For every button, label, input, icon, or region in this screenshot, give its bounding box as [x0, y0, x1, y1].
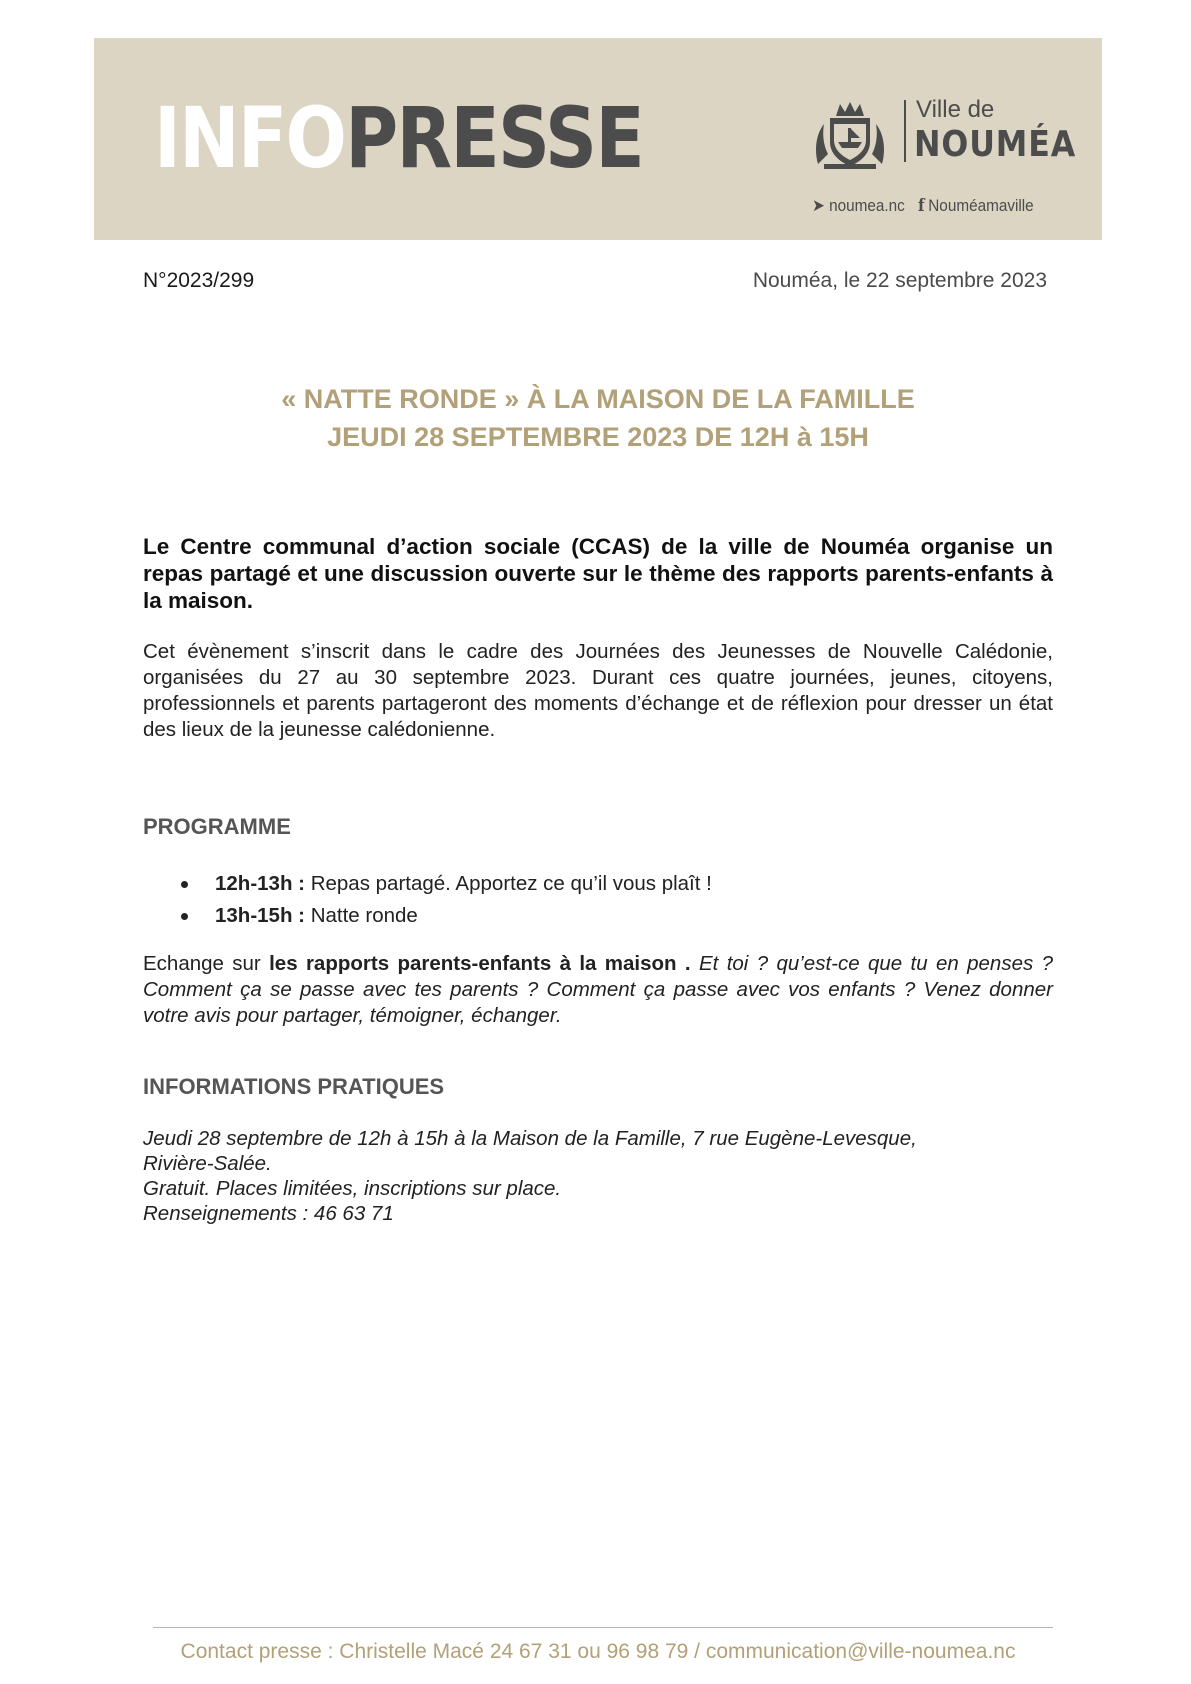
- logo-city-name: NOUMÉA: [914, 124, 1077, 165]
- bullet-icon: [181, 913, 188, 920]
- list-item: [143, 868, 1053, 900]
- practical-info: [143, 1126, 1053, 1226]
- facebook-link[interactable]: Nouméamaville: [928, 196, 1034, 215]
- send-arrow-icon: ➤: [812, 196, 825, 215]
- programme-heading: PROGRAMME: [143, 814, 291, 839]
- practical-line: Renseignements : 46 63 71: [143, 1202, 394, 1225]
- programme-text: Repas partagé. Apportez ce qu’il vous plaît !: [305, 872, 712, 895]
- headline-line-1: « NATTE RONDE » À LA MAISON DE LA FAMILLE: [281, 384, 915, 414]
- lead-paragraph: Le Centre communal d’action sociale (CCAS) de la ville de Nouméa organise un repas partagé et une discussion ouverte sur le thème des rapports parents-enfants à la maison.: [143, 534, 1053, 613]
- practical-line: Jeudi 28 septembre de 12h à 15h à la Maison de la Famille, 7 rue Eugène-Levesque,: [143, 1127, 917, 1150]
- city-crest-icon: [812, 98, 888, 170]
- logo-ville-de: Ville de: [916, 96, 995, 123]
- title-info: INFO: [154, 89, 346, 187]
- bullet-icon: [181, 881, 188, 888]
- press-contact: Contact presse : Christelle Macé 24 67 31 ou 96 98 79 / communication@ville-noumea.nc: [180, 1640, 1016, 1663]
- headline-line-2: JEUDI 28 SEPTEMBRE 2023 DE 12H à 15H: [327, 422, 869, 452]
- title-presse: PRESSE: [345, 89, 643, 187]
- exchange-topic: les rapports parents-enfants à la maison: [269, 952, 677, 975]
- exchange-topic-end: .: [676, 952, 699, 975]
- info-presse-title: [154, 89, 643, 187]
- practical-line: Gratuit. Places limitées, inscriptions sur place.: [143, 1177, 562, 1200]
- programme-time: 12h-13h :: [215, 872, 305, 895]
- intro-paragraph: Cet évènement s’inscrit dans le cadre des Journées des Jeunesses de Nouvelle Calédonie, organisées du 27 au 30 septembre 2023. Durant ces quatre journées, jeunes, citoyens, professionnels et parents partageront des moments d’échange et de réflexion pour dresser un état des lieux de la jeunesse calédonienne.: [143, 640, 1053, 741]
- exchange-questions: Et toi ? qu’est-ce que tu en penses ? Comment ça se passe avec tes parents ? Comment ça passe avec vos enfants ? Venez donner votre avis pour partager, témoigner, échanger.: [143, 952, 1053, 1027]
- list-item: [143, 900, 1053, 932]
- press-date: Nouméa, le 22 septembre 2023: [752, 269, 1047, 292]
- exchange-prefix: Echange sur: [143, 952, 270, 975]
- website-link[interactable]: noumea.nc: [829, 196, 905, 215]
- practical-line: Rivière-Salée.: [143, 1152, 272, 1175]
- press-reference-number: N°2023/299: [143, 269, 255, 292]
- ville-de-noumea-logo: [812, 94, 1077, 224]
- programme-time: 13h-15h :: [215, 904, 305, 927]
- footer-divider: [153, 1627, 1053, 1628]
- practical-info-heading: INFORMATIONS PRATIQUES: [143, 1074, 445, 1099]
- logo-divider: [904, 100, 906, 162]
- exchange-paragraph: [143, 951, 1053, 1029]
- header-banner: [94, 38, 1102, 240]
- facebook-icon: f: [918, 196, 925, 216]
- programme-list: [143, 868, 1053, 932]
- logo-links: [812, 196, 1034, 216]
- programme-text: Natte ronde: [305, 904, 418, 927]
